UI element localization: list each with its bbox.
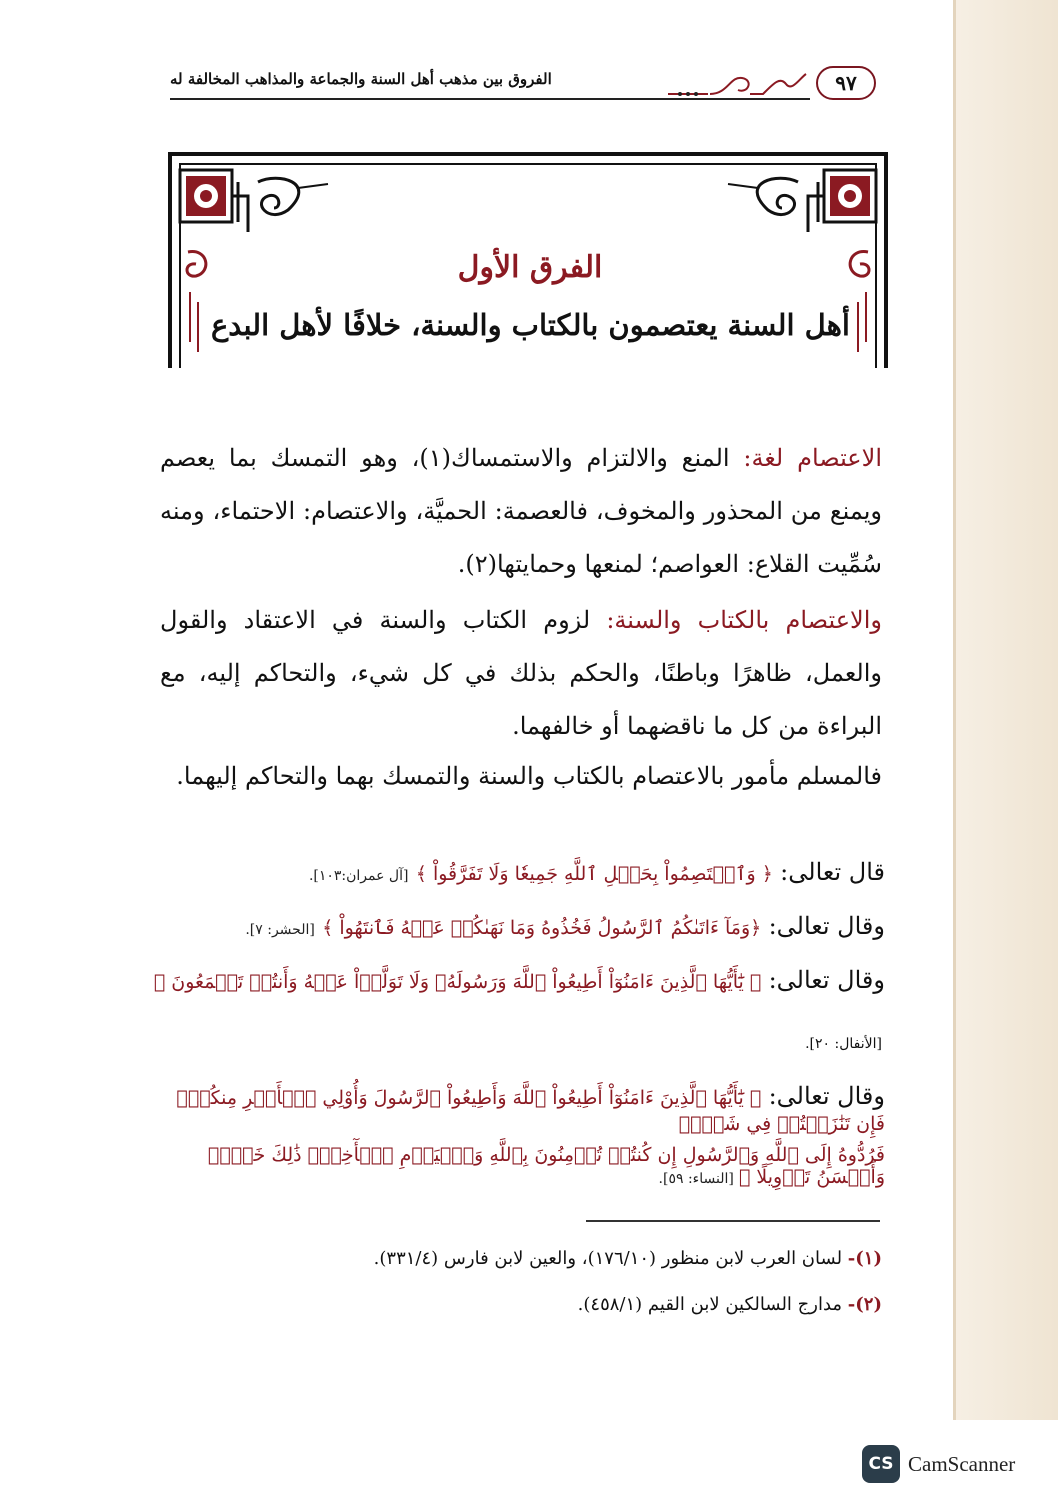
footnote <box>162 1248 882 1269</box>
section-title: الفرق الأول <box>457 250 603 285</box>
verse-reference: [الحشر: ٧]. <box>245 922 315 938</box>
footnote-text: مدارج السالكين لابن القيم (٤٥٨/١). <box>577 1294 843 1315</box>
footnote-text: لسان العرب لابن منظور (١٧٦/١٠)، والعين لابن فارس (٣٣١/٤). <box>373 1248 843 1269</box>
section-subtitle: أهل السنة يعتصمون بالكتاب والسنة، خلافًا لأهل البدع <box>210 308 850 342</box>
paragraph-text: المنع والالتزام والاستمساك(١)، وهو التمسك بما يعصم ويمنع من المحذور والمخوف، فالعصمة: الحميَّة، والاعتصام: الاحتماء، ومنه سُمِّيت القلاع: العواصم؛ لمنعها وحمايتها(٢). <box>160 444 882 578</box>
paragraph-command: فالمسلم مأمور بالاعتصام بالكتاب والسنة والتمسك بهما والتحاكم إليهما. <box>176 762 882 790</box>
verse-continuation: فَرُدُّوهُ إِلَى ٱللَّهِ وَٱلرَّسُولِ إِن كُنتُمۡ تُؤۡمِنُونَ بِٱللَّهِ وَٱلۡيَوۡمِ ٱلۡأٓخِرِۚ ذَٰلِكَ خَيۡرٞ وَأَحۡسَنُ تَأۡوِيلًا ﴾ <box>207 1144 885 1188</box>
verse-line <box>150 966 885 994</box>
verse-reference: [الأنفال: ٢٠]. <box>805 1036 882 1052</box>
header-rule <box>170 98 810 100</box>
paragraph-text: لزوم الكتاب والسنة في الاعتقاد والقول والعمل، ظاهرًا وباطنًا، والحكم بذلك في كل شيء، والتحاكم إليه، مع البراءة من كل ما ناقضهما أو خالفهما. <box>160 606 882 740</box>
paragraph-meaning <box>160 594 882 753</box>
camscanner-watermark <box>862 1444 1042 1484</box>
term-linguistic: الاعتصام لغة: <box>743 444 882 472</box>
verse-reference: [آل عمران:١٠٣]. <box>308 868 409 884</box>
paragraph-definition <box>160 432 882 591</box>
page-edge-line <box>953 0 956 1420</box>
verse-text: ﴿ وَٱعۡتَصِمُواْ بِحَبۡلِ ٱللَّهِ جَمِيعٗا وَلَا تَفَرَّقُواْ ﴾ <box>415 863 773 885</box>
verse-reference: [النساء: ٥٩]. <box>658 1171 734 1187</box>
camscanner-label: CamScanner <box>908 1451 1016 1476</box>
camscanner-logo-icon: CS <box>862 1445 900 1483</box>
verse-line <box>150 1082 885 1136</box>
footnote-number: (٢)- <box>847 1294 882 1315</box>
header-ornament-icon <box>668 64 808 98</box>
verse-prefix: قال تعالى: <box>780 858 885 886</box>
term-book-sunnah: والاعتصام بالكتاب والسنة: <box>606 606 882 634</box>
verse-prefix: وقال تعالى: <box>768 1082 885 1110</box>
verse-prefix: وقال تعالى: <box>768 912 885 940</box>
verse-text: ﴿ يَٰٓأَيُّهَا ٱلَّذِينَ ءَامَنُوٓاْ أَطِيعُواْ ٱللَّهَ وَرَسُولَهُۥ وَلَا تَوَلَّوۡاْ عَنۡهُ وَأَنتُمۡ تَسۡمَعُونَ ﴾ <box>153 971 762 993</box>
verse-text: ﴿ يَٰٓأَيُّهَا ٱلَّذِينَ ءَامَنُوٓاْ أَطِيعُواْ ٱللَّهَ وَأَطِيعُواْ ٱلرَّسُولَ وَأُوْلِي ٱلۡأَمۡرِ مِنكُمۡۖ فَإِن تَنَٰزَعۡتُمۡ فِي شَيۡءٖ <box>176 1087 885 1135</box>
running-title: الفروق بين مذهب أهل السنة والجماعة والمذاهب المخالفة له <box>170 70 552 88</box>
verse-continuation-line <box>150 1144 885 1188</box>
footnote-number: (١)- <box>847 1248 882 1269</box>
verse-line <box>150 858 885 886</box>
footnote <box>162 1294 882 1315</box>
page-edge <box>953 0 1058 1420</box>
verse-prefix: وقال تعالى: <box>768 966 885 994</box>
verse-line <box>150 912 885 940</box>
running-head <box>170 62 890 102</box>
page-number: ٩٧ <box>816 66 876 100</box>
footnote-rule <box>586 1220 880 1222</box>
verse-text: ﴿وَمَآ ءَاتَىٰكُمُ ٱلرَّسُولُ فَخُذُوهُ وَمَا نَهَىٰكُمۡ عَنۡهُ فَٱنتَهُواْ ﴾ <box>322 917 762 939</box>
